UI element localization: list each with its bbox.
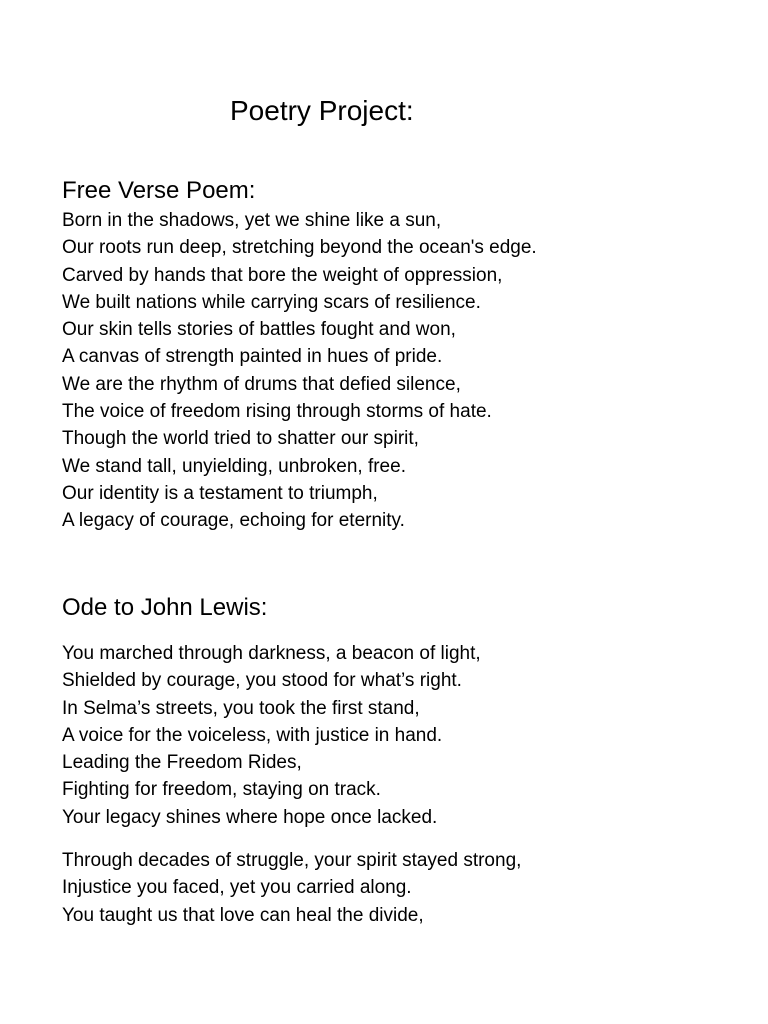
poem-line: Through decades of struggle, your spirit stayed strong, bbox=[62, 850, 522, 871]
poem-line: Our skin tells stories of battles fought and won, bbox=[62, 319, 456, 341]
poem-line: Shielded by courage, you stood for what’s right. bbox=[62, 670, 462, 692]
ode-stanza bbox=[62, 640, 481, 831]
poem-line: A voice for the voiceless, with justice in hand. bbox=[62, 724, 443, 746]
poem-line: A canvas of strength painted in hues of pride. bbox=[62, 346, 443, 368]
poem-line: You marched through darkness, a beacon of light, bbox=[62, 643, 481, 664]
ode-heading: Ode to John Lewis: bbox=[62, 594, 268, 621]
poem-line: We are the rhythm of drums that defied silence, bbox=[62, 373, 461, 395]
poem-line: Your legacy shines where hope once lacked. bbox=[62, 806, 438, 828]
free-verse-stanza bbox=[62, 207, 537, 535]
poem-line: In Selma’s streets, you took the first stand, bbox=[62, 697, 420, 719]
poem-line: Our identity is a testament to triumph, bbox=[62, 482, 378, 504]
poem-line: Carved by hands that bore the weight of oppression, bbox=[62, 264, 503, 286]
poem-line: A legacy of courage, echoing for eternity. bbox=[62, 510, 405, 532]
poem-line: Though the world tried to shatter our spirit, bbox=[62, 428, 419, 450]
poem-line: Fighting for freedom, staying on track. bbox=[62, 779, 381, 801]
poem-line: Injustice you faced, yet you carried along. bbox=[62, 877, 412, 899]
poem-line: Our roots run deep, stretching beyond the ocean's edge. bbox=[62, 237, 537, 259]
free-verse-heading: Free Verse Poem: bbox=[62, 177, 256, 204]
ode-stanza bbox=[62, 847, 521, 929]
poem-line: You taught us that love can heal the divide, bbox=[62, 904, 424, 926]
poem-line: Born in the shadows, yet we shine like a sun, bbox=[62, 210, 442, 231]
page-title: Poetry Project: bbox=[230, 95, 414, 126]
poem-line: The voice of freedom rising through storms of hate. bbox=[62, 401, 492, 423]
poem-line: Leading the Freedom Rides, bbox=[62, 752, 302, 774]
poem-line: We built nations while carrying scars of resilience. bbox=[62, 291, 481, 313]
poem-line: We stand tall, unyielding, unbroken, free. bbox=[62, 455, 406, 477]
